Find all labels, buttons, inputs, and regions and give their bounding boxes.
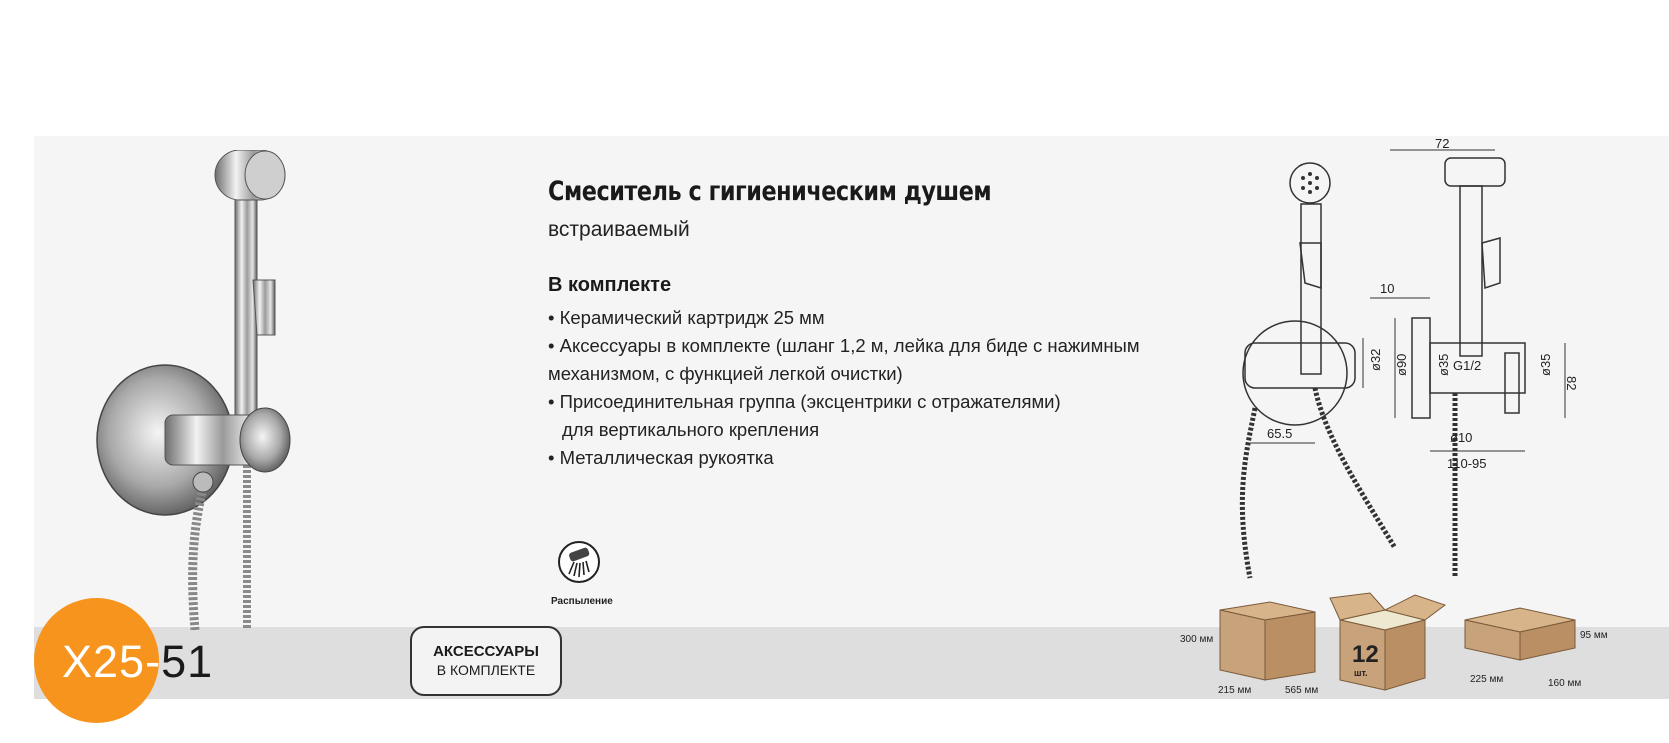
dim-label: ø35: [1538, 353, 1553, 376]
dim-label: G1/2: [1453, 358, 1482, 373]
box2-unit: шт.: [1354, 668, 1368, 678]
product-photo: [95, 150, 315, 630]
dim-label: 10: [1380, 281, 1395, 296]
dim-label: 65.5: [1267, 426, 1293, 441]
kit-item: • Металлическая рукоятка: [548, 447, 774, 468]
box2-count: 12: [1352, 641, 1379, 668]
model-code: X25-51: [62, 636, 214, 687]
spray-label: Распыление: [551, 596, 613, 607]
dim-label: ø10: [1450, 430, 1473, 445]
technical-drawing: [1215, 138, 1635, 588]
kit-item: для вертикального крепления: [562, 419, 820, 440]
product-title: Смеситель с гигиеническим душем: [548, 176, 992, 207]
packaging-info: [1180, 590, 1630, 700]
box-open-icon: [1330, 593, 1445, 690]
model-suffix: 51: [161, 636, 214, 687]
dim-label: 72: [1435, 138, 1450, 151]
kit-item: • Керамический картридж 25 мм: [548, 307, 825, 328]
accessories-line1: АКСЕССУАРЫ: [433, 643, 539, 660]
product-subtitle: встраиваемый: [548, 218, 690, 241]
dim-label: ø35: [1436, 353, 1451, 376]
accessories-line2: В КОМПЛЕКТЕ: [436, 662, 536, 678]
box-icon: [1220, 602, 1315, 680]
box3-depth: 160 мм: [1548, 678, 1582, 689]
dim-label: ø32: [1368, 348, 1383, 371]
spray-icon: [557, 540, 601, 584]
box3-width: 225 мм: [1470, 674, 1504, 685]
box1-width: 215 мм: [1218, 685, 1252, 696]
dim-label: ø90: [1394, 353, 1409, 376]
box1-depth: 565 мм: [1285, 685, 1319, 696]
dim-label: 82: [1564, 376, 1579, 391]
kit-list: [548, 304, 1208, 472]
box-flat-icon: [1465, 608, 1575, 660]
kit-item: механизмом, с функцией легкой очистки): [548, 363, 903, 384]
model-prefix: X25: [62, 636, 146, 687]
kit-item: • Аксессуары в комплекте (шланг 1,2 м, лейка для биде с нажимным: [548, 335, 1140, 356]
dim-label: 110-95: [1447, 456, 1487, 471]
kit-item: • Присоединительная группа (эксцентрики с отражателями): [548, 391, 1061, 412]
kit-heading: В комплекте: [548, 274, 672, 296]
box1-height: 300 мм: [1180, 634, 1214, 645]
accessories-badge: [410, 626, 562, 696]
box3-height: 95 мм: [1580, 630, 1608, 641]
